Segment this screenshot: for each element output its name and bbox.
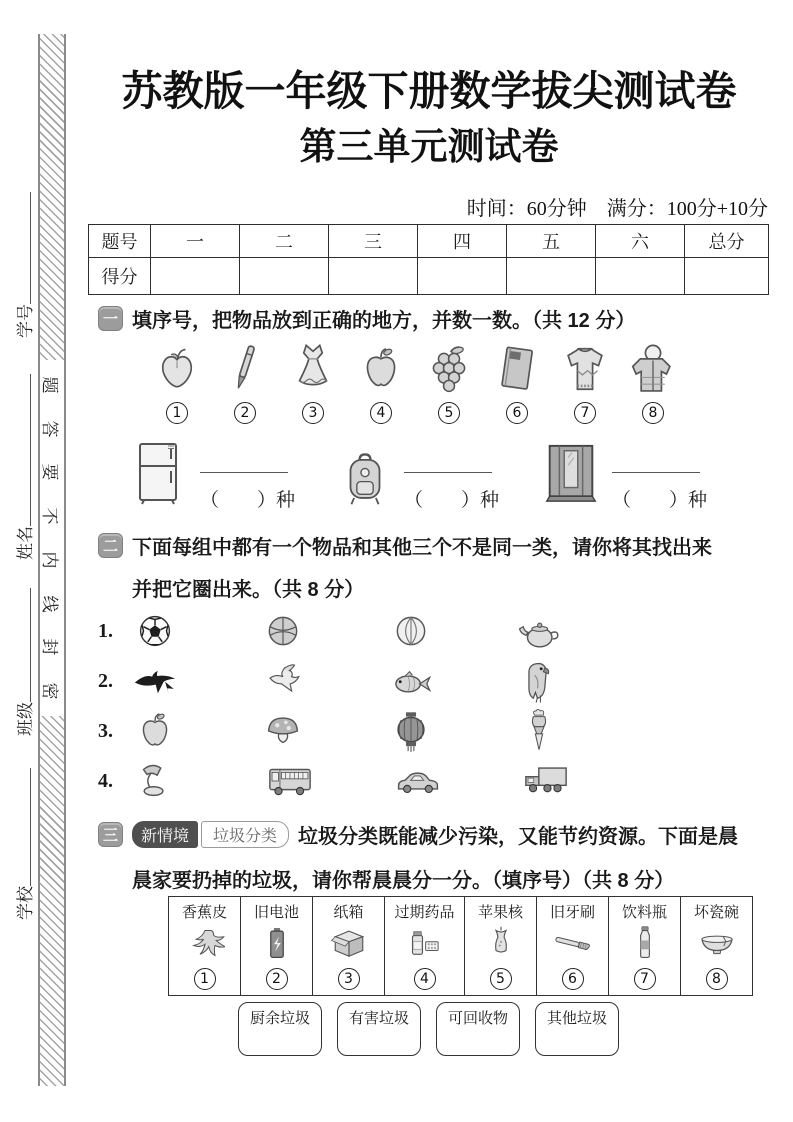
- item-number: 7: [574, 402, 596, 424]
- question-1-badge: 一: [98, 306, 123, 331]
- seal-band-char: 内: [40, 551, 60, 569]
- q2-option-lantern: [382, 708, 510, 754]
- q1-item-peach: [150, 340, 204, 424]
- score-table-score-row: [89, 258, 769, 295]
- score-col-header: 题号: [89, 225, 151, 258]
- mushroom-icon: [260, 708, 306, 754]
- answer-area: [404, 436, 500, 512]
- garbage-item-image: [467, 924, 534, 966]
- score-col-header: 一: [151, 225, 240, 258]
- score-cell-empty: [596, 258, 685, 295]
- garbage-item-number: [171, 968, 238, 990]
- garbage-item-number: [387, 968, 462, 990]
- truck-icon: [516, 758, 576, 804]
- seal-hatch-bottom: [40, 716, 64, 1086]
- answer-area: [612, 436, 708, 512]
- lantern-icon: [388, 708, 434, 754]
- garbage-item-banana-peel: [169, 897, 241, 996]
- q2-row-number: 1.: [98, 619, 113, 642]
- fridge-icon: [126, 434, 190, 512]
- category-box-厨余垃圾: 厨余垃圾: [238, 1002, 322, 1056]
- seal-label-blank: [14, 192, 31, 304]
- garbage-item-number: [315, 968, 382, 990]
- seal-band-char: 要: [40, 463, 60, 481]
- seal-hatch-top: [40, 34, 64, 360]
- garbage-items-table: [168, 896, 753, 996]
- q1-item-pen: [218, 340, 272, 424]
- item-number: 4: [370, 402, 392, 424]
- item-number: 2: [234, 402, 256, 424]
- item-number: 5: [490, 968, 512, 990]
- paper-subtitle: 第三单元测试卷: [299, 127, 559, 168]
- q2-option-fish: [382, 658, 510, 704]
- q2-row-number: 2.: [98, 669, 113, 692]
- seal-band: [38, 34, 66, 1086]
- answer-blank-line: [404, 472, 492, 473]
- item-number: 6: [506, 402, 528, 424]
- garbage-item-label: 旧电池: [253, 905, 299, 921]
- garbage-item-number: [539, 968, 606, 990]
- score-col-header: 三: [329, 225, 418, 258]
- answer-blank-line: [200, 472, 288, 473]
- question-2-header: [98, 531, 712, 560]
- score-col-header: 总分: [685, 225, 769, 258]
- garbage-item-image: [387, 924, 462, 966]
- garbage-item-label: 饮料瓶: [621, 905, 667, 921]
- fish-icon: [388, 658, 434, 704]
- seal-band-char: 不: [40, 507, 60, 525]
- apple-icon: [132, 708, 178, 754]
- garbage-item-label: 过期药品: [394, 905, 455, 921]
- q2-option-car: [382, 758, 510, 804]
- q2-option-mushroom: [254, 708, 382, 754]
- question-3-text-line-1: 垃圾分类既能减少污染，又能节约资源。下面是晨: [298, 826, 739, 848]
- q2-option-swallow: [126, 658, 254, 704]
- q2-option-truck: [510, 758, 638, 804]
- category-box-可回收物: 可回收物: [436, 1002, 520, 1056]
- ice-cream-icon: [516, 708, 562, 754]
- seal-label-text: 学校: [16, 886, 35, 920]
- garbage-items-row: [169, 897, 753, 996]
- beach-ball-icon: [388, 608, 434, 654]
- q2-option-ice-cream: [510, 708, 638, 754]
- question-1-header: [98, 304, 635, 333]
- paper-title: 苏教版一年级下册数学拔尖测试卷: [121, 68, 737, 114]
- exam-meta: 时间：60分钟 满分：100分+10分: [466, 198, 768, 220]
- seal-band-char: 题: [40, 376, 60, 394]
- apple-icon: [354, 340, 408, 398]
- answer-unit-label: （ ）种: [404, 490, 500, 511]
- score-cell-empty: [685, 258, 769, 295]
- category-box-有害垃圾: 有害垃圾: [337, 1002, 421, 1056]
- seal-band-char: 线: [40, 595, 60, 613]
- seal-band-char: 封: [40, 638, 60, 656]
- seal-label-blank: [14, 588, 31, 702]
- garbage-item-number: [611, 968, 678, 990]
- garbage-item-broken-bowl: [681, 897, 753, 996]
- garbage-item-label: 香蕉皮: [181, 905, 227, 921]
- garbage-item-image: [539, 924, 606, 966]
- car-icon: [388, 758, 448, 804]
- answer-blank-line: [612, 472, 700, 473]
- category-box-其他垃圾: 其他垃圾: [535, 1002, 619, 1056]
- score-col-header: 四: [418, 225, 507, 258]
- q2-option-beach-ball: [382, 608, 510, 654]
- q2-row-1: [88, 606, 770, 656]
- item-number: 2: [266, 968, 288, 990]
- q1-item-grapes: [422, 340, 476, 424]
- score-cell-empty: [151, 258, 240, 295]
- garbage-item-label: 苹果核: [477, 905, 523, 921]
- seal-label-blank: [14, 374, 31, 526]
- q2-option-basketball: [254, 608, 382, 654]
- basketball-icon: [260, 608, 306, 654]
- seal-label-student-number: [11, 192, 36, 338]
- garbage-item-image: [315, 924, 382, 966]
- q2-option-soccer-ball: [126, 608, 254, 654]
- battery-icon: [257, 923, 297, 968]
- q2-option-bus: [254, 758, 382, 804]
- q1-item-jacket: [626, 340, 680, 424]
- backpack-icon: [336, 444, 394, 512]
- desk-lamp-icon: [132, 758, 178, 804]
- content-area: [88, 0, 770, 1122]
- seal-label-blank: [14, 768, 31, 886]
- broken-bowl-icon: [697, 923, 737, 968]
- answer-group-fridge: [126, 434, 296, 512]
- item-number: 7: [634, 968, 656, 990]
- q1-item-dress: [286, 340, 340, 424]
- question-3-text-line-2: 晨家要扔掉的垃圾，请你帮晨晨分一分。（填序号）（共 8 分）: [132, 870, 675, 892]
- garbage-item-label: 坏瓷碗: [693, 905, 739, 921]
- pen-icon: [218, 340, 272, 398]
- item-number: 8: [706, 968, 728, 990]
- q2-row-number: 4.: [98, 769, 113, 792]
- garbage-sorting-tag: 垃圾分类: [201, 821, 289, 848]
- soccer-ball-icon: [132, 608, 178, 654]
- q2-option-apple: [126, 708, 254, 754]
- seal-band-char: 密: [40, 682, 60, 700]
- garbage-item-image: [683, 924, 750, 966]
- answer-area: [200, 436, 296, 512]
- score-table-header-row: [89, 225, 769, 258]
- notebook-icon: [490, 340, 544, 398]
- seal-band-text: [40, 360, 64, 716]
- jacket-icon: [626, 340, 680, 398]
- teapot-icon: [516, 608, 562, 654]
- item-number: 3: [302, 402, 324, 424]
- score-col-header: 二: [240, 225, 329, 258]
- score-col-header: 五: [507, 225, 596, 258]
- sweater-icon: [558, 340, 612, 398]
- item-number: 5: [438, 402, 460, 424]
- seal-label-text: 学号: [16, 304, 35, 338]
- garbage-item-cardboard-box: [313, 897, 385, 996]
- item-number: 8: [642, 402, 664, 424]
- score-cell-empty: [240, 258, 329, 295]
- seal-label-school-name: [11, 768, 36, 920]
- grapes-icon: [422, 340, 476, 398]
- item-number: 1: [194, 968, 216, 990]
- q2-row-4: [88, 756, 770, 806]
- cardboard-box-icon: [329, 923, 369, 968]
- garbage-item-drink-bottle: [609, 897, 681, 996]
- dove-icon: [260, 658, 306, 704]
- question-2-rows: [88, 606, 770, 806]
- swallow-icon: [132, 658, 178, 704]
- seal-label-text: 班级: [16, 702, 35, 736]
- garbage-item-number: [683, 968, 750, 990]
- question-3-header: [98, 820, 738, 849]
- peach-icon: [150, 340, 204, 398]
- score-cell-empty: [418, 258, 507, 295]
- drink-bottle-icon: [625, 923, 665, 968]
- q2-row-2: [88, 656, 770, 706]
- medicine-icon: [405, 923, 445, 968]
- seal-label-text: 姓名: [16, 526, 35, 560]
- wardrobe-icon: [540, 434, 602, 512]
- question-2-badge: 二: [98, 533, 123, 558]
- score-table: [88, 224, 769, 295]
- question-1-text: 填序号，把物品放到正确的地方，并数一数。（共 12 分）: [132, 310, 636, 332]
- garbage-item-medicine: [385, 897, 465, 996]
- q1-item-sweater: [558, 340, 612, 424]
- bus-icon: [260, 758, 320, 804]
- garbage-item-image: [611, 924, 678, 966]
- garbage-item-label: 旧牙刷: [549, 905, 595, 921]
- garbage-category-boxes: [238, 1002, 619, 1056]
- q2-option-dove: [254, 658, 382, 704]
- garbage-item-battery: [241, 897, 313, 996]
- toothbrush-icon: [553, 923, 593, 968]
- garbage-item-label: 纸箱: [333, 905, 364, 921]
- question-1-answer-groups: [126, 434, 708, 512]
- item-number: 4: [414, 968, 436, 990]
- answer-unit-label: （ ）种: [612, 490, 708, 511]
- score-cell-empty: [507, 258, 596, 295]
- score-cell-empty: [329, 258, 418, 295]
- question-3-badge: 三: [98, 822, 123, 847]
- item-number: 1: [166, 402, 188, 424]
- answer-group-backpack: [336, 434, 500, 512]
- q2-row-number: 3.: [98, 719, 113, 742]
- new-context-tag: 新情境: [132, 821, 198, 848]
- q2-option-parrot: [510, 658, 638, 704]
- q1-item-notebook: [490, 340, 544, 424]
- garbage-item-number: [243, 968, 310, 990]
- score-row-label: 得分: [89, 258, 151, 295]
- banana-peel-icon: [185, 923, 225, 968]
- q1-item-apple: [354, 340, 408, 424]
- item-number: 3: [338, 968, 360, 990]
- garbage-item-apple-core: [465, 897, 537, 996]
- q2-option-teapot: [510, 608, 638, 654]
- answer-unit-label: （ ）种: [200, 490, 296, 511]
- answer-group-wardrobe: [540, 434, 708, 512]
- q2-row-3: [88, 706, 770, 756]
- q2-option-desk-lamp: [126, 758, 254, 804]
- garbage-item-image: [171, 924, 238, 966]
- seal-band-char: 答: [40, 420, 60, 438]
- question-2-text-line-1: 下面每组中都有一个物品和其他三个不是同一类，请你将其找出来: [132, 537, 712, 559]
- garbage-item-image: [243, 924, 310, 966]
- dress-icon: [286, 340, 340, 398]
- item-number: 6: [562, 968, 584, 990]
- parrot-icon: [516, 658, 562, 704]
- garbage-item-number: [467, 968, 534, 990]
- question-1-item-strip: [150, 340, 680, 424]
- question-2-text-line-2: 并把它圈出来。（共 8 分）: [132, 579, 365, 601]
- apple-core-icon: [481, 923, 521, 968]
- score-col-header: 六: [596, 225, 685, 258]
- garbage-item-toothbrush: [537, 897, 609, 996]
